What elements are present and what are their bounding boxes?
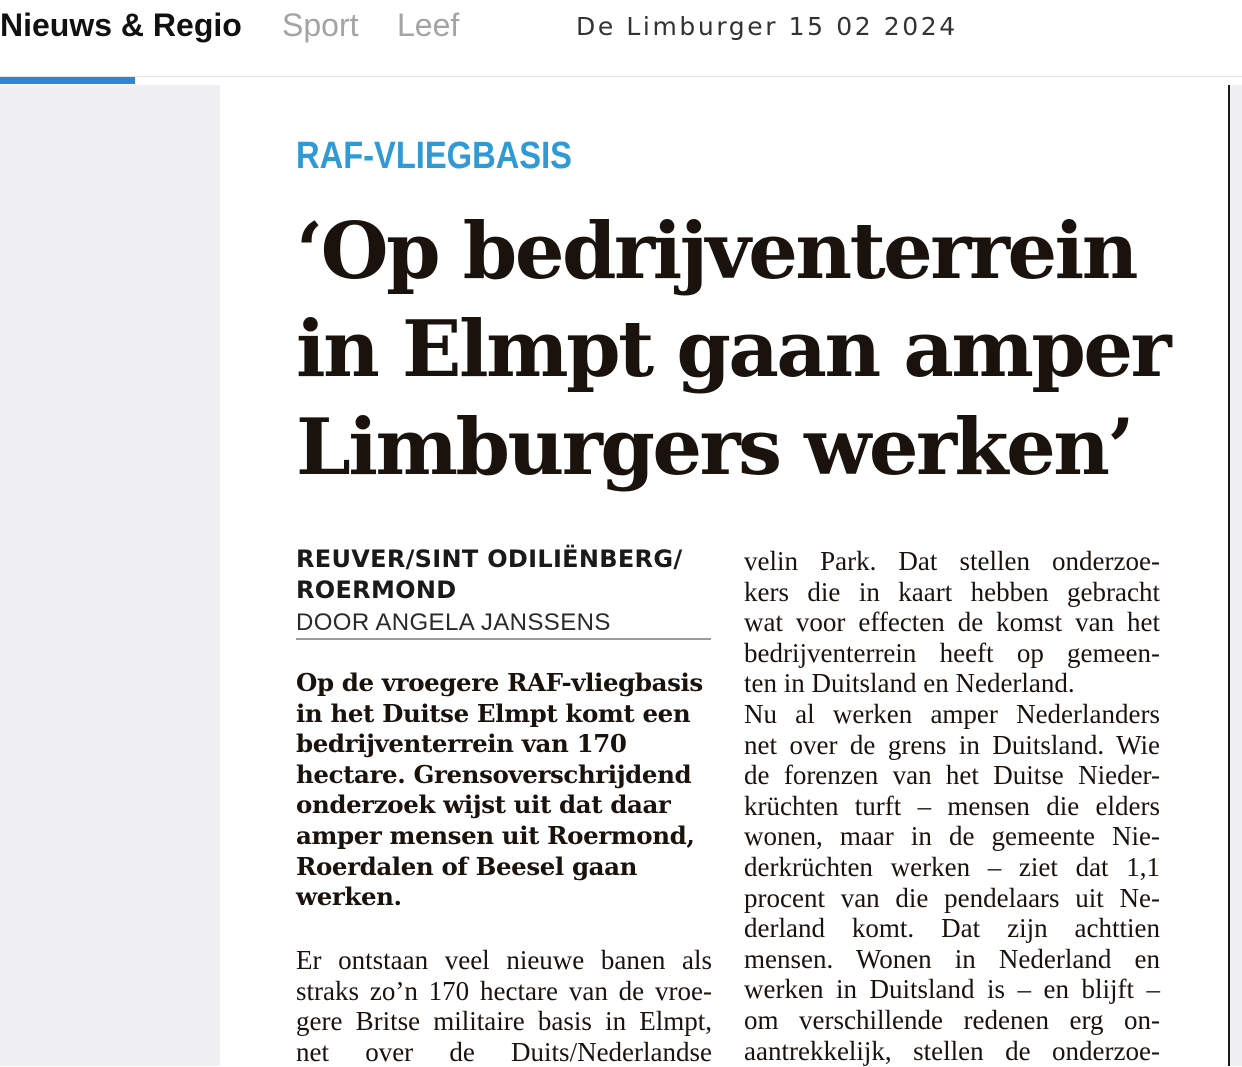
headline-line: ‘Op bedrijventerrein xyxy=(296,206,1136,297)
article-byline: DOOR ANGELA JANSSENS xyxy=(296,609,611,636)
article-body-column-2 xyxy=(744,546,1160,1066)
article-lead xyxy=(296,668,716,913)
body-line: wat voor effecten de komst van het xyxy=(744,607,1160,638)
viewer-background-left xyxy=(0,85,220,1066)
lead-line: Roerdalen of Beesel gaan xyxy=(296,851,638,881)
body-line: bedrijventerrein heeft op gemeen- xyxy=(744,637,1160,668)
headline-line: in Elmpt gaan amper xyxy=(296,304,1170,395)
lead-line: onderzoek wijst uit dat daar xyxy=(296,790,671,820)
active-tab-indicator xyxy=(0,77,135,84)
body-line: derland komt. Dat zijn achttien xyxy=(744,913,1160,944)
article-dateline xyxy=(296,544,716,606)
article-body-column-1 xyxy=(296,945,712,1067)
body-line: procent van die pendelaars uit Ne- xyxy=(744,882,1160,913)
lead-line: hectare. Grensoverschrijdend xyxy=(296,759,692,789)
body-line: Nu al werken amper Nederlanders xyxy=(744,698,1160,729)
body-line: straks zo’n 170 hectare van de vroe- xyxy=(296,975,712,1006)
body-line: aantrekkelijk, stellen de onderzoe- xyxy=(744,1035,1160,1066)
byline-divider xyxy=(296,638,711,640)
body-line: ten in Duitsland en Nederland. xyxy=(744,668,1075,699)
body-line: om verschillende redenen erg on- xyxy=(744,1004,1160,1035)
body-line: kers die in kaart hebben gebracht xyxy=(744,576,1160,607)
body-line: wonen, maar in de gemeente Nie- xyxy=(744,821,1160,852)
tab-leef[interactable]: Leef xyxy=(397,7,460,43)
tab-nieuws-regio[interactable]: Nieuws & Regio xyxy=(0,7,242,43)
lead-line: werken. xyxy=(296,882,402,912)
article-headline xyxy=(296,203,1196,497)
body-line: werken in Duitsland is – en blijft – xyxy=(744,974,1160,1005)
top-navigation-bar xyxy=(0,0,1242,77)
lead-line: amper mensen uit Roermond, xyxy=(296,820,695,850)
body-line: gere Britse militaire basis in Elmpt, xyxy=(296,1006,712,1037)
tab-sport[interactable]: Sport xyxy=(282,7,359,43)
body-line: net over de Duits/Nederlandse xyxy=(296,1036,712,1067)
body-line: krüchten turft – mensen die elders xyxy=(744,790,1160,821)
body-line: Er ontstaan veel nieuwe banen als xyxy=(296,945,712,975)
viewer-background-right xyxy=(1230,85,1242,1066)
dateline-line: REUVER/SINT ODILIËNBERG/ xyxy=(296,545,683,573)
headline-line: Limburgers werken’ xyxy=(296,402,1133,493)
body-line: velin Park. Dat stellen onderzoe- xyxy=(744,546,1160,576)
body-line: derkrüchten werken – ziet dat 1,1 xyxy=(744,851,1160,882)
body-line: net over de grens in Duitsland. Wie xyxy=(744,729,1160,760)
edition-title: De Limburger 15 02 2024 xyxy=(576,12,958,41)
body-line: de forenzen van het Duitse Nieder- xyxy=(744,760,1160,791)
article-kicker: RAF-VLIEGBASIS xyxy=(296,135,572,177)
lead-line: Op de vroegere RAF-vliegbasis xyxy=(296,668,703,697)
body-line: mensen. Wonen in Nederland en xyxy=(744,943,1160,974)
lead-line: in het Duitse Elmpt komt een xyxy=(296,698,691,728)
lead-line: bedrijventerrein van 170 xyxy=(296,729,627,759)
dateline-line: ROERMOND xyxy=(296,576,457,604)
